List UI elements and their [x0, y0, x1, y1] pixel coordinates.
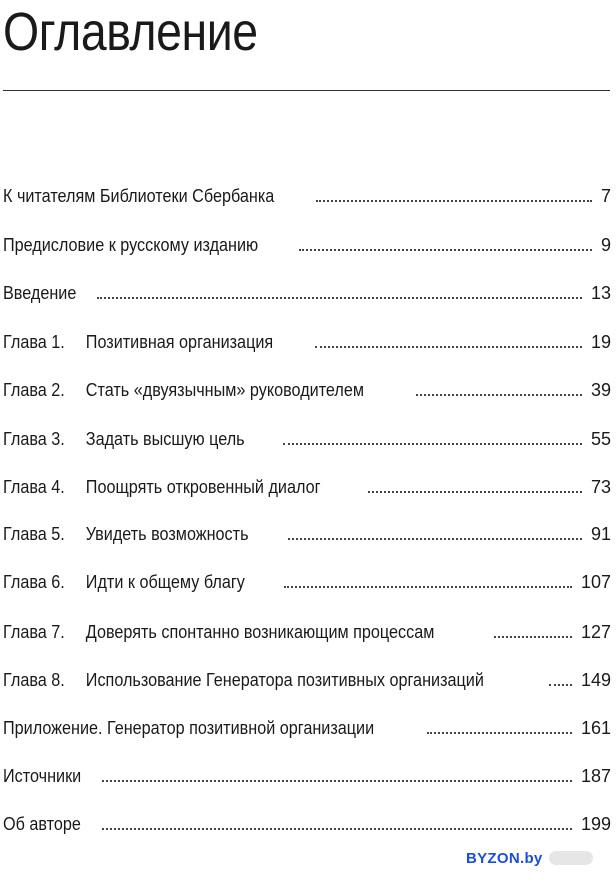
toc-entry-title: Предисловие к русскому изданию: [3, 235, 259, 255]
chapter-number: Глава 4.: [3, 477, 65, 497]
dot-leader: [102, 780, 572, 782]
toc-entry-page: 9: [600, 235, 611, 255]
chapter-number: Глава 3.: [3, 429, 65, 449]
toc-entry-title: Стать «двуязычным» руководителем: [85, 380, 365, 400]
toc-entry-page: 187: [580, 766, 611, 786]
dot-leader: [315, 346, 582, 348]
toc-entry-page: 7: [600, 186, 611, 206]
toc-entry-title: Идти к общему благу: [85, 572, 245, 592]
dot-leader: [494, 636, 572, 638]
toc-entry[interactable]: [3, 329, 611, 353]
toc-entry-page: 39: [590, 380, 611, 400]
toc-entry[interactable]: [3, 667, 611, 691]
toc-entry-page: 161: [580, 718, 611, 738]
toc-entry[interactable]: [3, 474, 611, 498]
toc-entry-page: 199: [580, 814, 611, 834]
toc-entry-page: 127: [580, 622, 611, 642]
toc-entry-page: 13: [590, 283, 611, 303]
dot-leader: [416, 394, 582, 396]
toc-entry-page: 107: [580, 572, 611, 592]
toc-entry-title: Позитивная организация: [85, 332, 274, 352]
toc-entry-page: 91: [590, 524, 611, 544]
dot-leader: [368, 491, 582, 493]
dot-leader: [284, 586, 572, 588]
chapter-number: Глава 8.: [3, 670, 65, 690]
toc-entry-title: Приложение. Генератор позитивной организации: [3, 718, 375, 738]
chapter-number: Глава 2.: [3, 380, 65, 400]
toc-entry[interactable]: [3, 619, 611, 643]
toc-entry-page: 149: [580, 670, 611, 690]
toc-entry-title: Об авторе: [3, 814, 81, 834]
toc-entry[interactable]: [3, 183, 611, 207]
watermark: [466, 846, 593, 870]
toc-entry-page: 19: [590, 332, 611, 352]
chapter-number: Глава 5.: [3, 524, 65, 544]
toc-entry[interactable]: [3, 811, 611, 835]
dot-leader: [299, 249, 592, 251]
toc-entry-title: Увидеть возможность: [85, 524, 249, 544]
dot-leader: [288, 538, 582, 540]
toc-entry-title: Введение: [3, 283, 77, 303]
page-title: Оглавление: [3, 2, 258, 62]
title-divider: [3, 90, 610, 91]
dot-leader: [549, 684, 572, 686]
toc-entry[interactable]: [3, 569, 611, 593]
toc-entry[interactable]: [3, 521, 611, 545]
chapter-number: Глава 7.: [3, 622, 65, 642]
toc-entry-title: Доверять спонтанно возникающим процессам: [85, 622, 435, 642]
toc-entry-title: Задать высшую цель: [85, 429, 245, 449]
dot-leader: [427, 732, 572, 734]
chapter-number: Глава 1.: [3, 332, 65, 352]
toc-entry-title: Поощрять откровенный диалог: [85, 477, 321, 497]
toc-entry[interactable]: [3, 232, 611, 256]
toc-entry-page: 73: [590, 477, 611, 497]
toc-entry[interactable]: [3, 715, 611, 739]
toc-entry-title: Источники: [3, 766, 82, 786]
toc-entry[interactable]: [3, 377, 611, 401]
dot-leader: [283, 443, 582, 445]
watermark-blur: [549, 851, 593, 865]
dot-leader: [97, 297, 582, 299]
chapter-number: Глава 6.: [3, 572, 65, 592]
toc-entry-title: Использование Генератора позитивных организаций: [85, 670, 484, 690]
toc-entry[interactable]: [3, 280, 611, 304]
toc-entry-page: 55: [590, 429, 611, 449]
dot-leader: [102, 828, 572, 830]
toc-entry[interactable]: [3, 763, 611, 787]
dot-leader: [316, 200, 592, 202]
watermark-text: BYZON.by: [466, 849, 543, 867]
toc-entry[interactable]: [3, 426, 611, 450]
toc-entry-title: К читателям Библиотеки Сбербанка: [3, 186, 275, 206]
